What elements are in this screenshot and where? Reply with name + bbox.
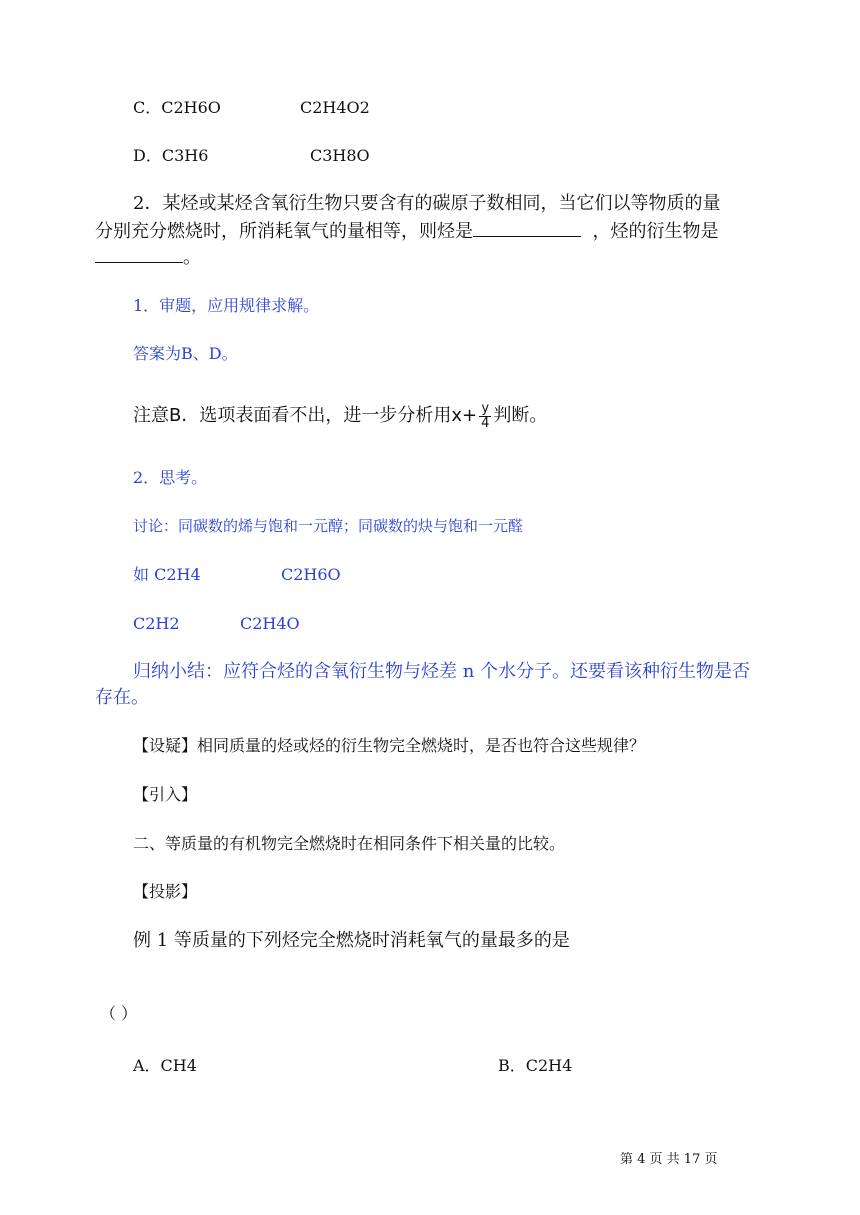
projection-tag: 【投影】 bbox=[133, 882, 198, 901]
fraction-denominator: 4 bbox=[481, 415, 490, 431]
question-2-line2 bbox=[95, 220, 718, 244]
example-1-question: 例 1 等质量的下列烃完全燃烧时消耗氧气的量最多的是 bbox=[133, 930, 570, 951]
note-prefix: 注意B．选项表面看不出，进一步分析用 bbox=[133, 405, 452, 426]
fraction-y-over-4 bbox=[479, 402, 491, 431]
summary-line1: 归纳小结：应符合烃的含氧衍生物与烃差 n 个水分子。还要看该种衍生物是否 bbox=[133, 661, 751, 682]
option-c-label: C．C2H6O bbox=[133, 98, 221, 117]
option-a: A．CH4 bbox=[133, 1056, 197, 1075]
question-2-line3 bbox=[95, 246, 201, 270]
answer-1-result: 答案为B、D。 bbox=[133, 344, 238, 363]
question-2-line2-text-b: ，烃的衍生物是 bbox=[592, 221, 719, 242]
note-suffix: 判断。 bbox=[493, 405, 548, 426]
question-2-line3-end: 。 bbox=[183, 247, 201, 268]
example-pair-2-b: C2H4O bbox=[240, 614, 300, 633]
answer-1-heading: 1．审题，应用规律求解。 bbox=[133, 296, 320, 315]
intro-tag: 【引入】 bbox=[133, 785, 198, 804]
answer-blank-hydrocarbon bbox=[473, 222, 581, 237]
option-d-label: D．C3H6 bbox=[133, 146, 209, 165]
discussion-text: 讨论：同碳数的烯与饱和一元醇；同碳数的炔与饱和一元醛 bbox=[133, 517, 524, 535]
option-d-second: C3H8O bbox=[310, 146, 370, 165]
answer-2-heading: 2．思考。 bbox=[133, 468, 208, 487]
note-x: x bbox=[451, 405, 463, 426]
example-pair-2-a: C2H2 bbox=[133, 614, 180, 633]
answer-blank-derivative bbox=[95, 248, 183, 263]
section-2-heading: 二、等质量的有机物完全燃烧时在相同条件下相关量的比较。 bbox=[133, 834, 566, 853]
page-footer: 第 4 页 共 17 页 bbox=[620, 1152, 718, 1167]
option-c-second: C2H4O2 bbox=[300, 98, 370, 117]
example-pair-1-b: C2H6O bbox=[281, 565, 341, 584]
question-2-line2-text-a: 分别充分燃烧时，所消耗氧气的量相等，则烃是 bbox=[95, 221, 473, 242]
doubt-text: 【设疑】相同质量的烃或烃的衍生物完全燃烧时，是否也符合这些规律？ bbox=[133, 736, 646, 755]
example-pair-1-a: 如 C2H4 bbox=[133, 565, 201, 584]
question-2-line1: 2．某烃或某烃含氧衍生物只要含有的碳原子数相同，当它们以等物质的量 bbox=[133, 193, 721, 214]
note-plus: + bbox=[462, 405, 478, 426]
fraction-numerator: y bbox=[479, 402, 491, 417]
summary-line2: 存在。 bbox=[95, 687, 149, 708]
option-b: B．C2H4 bbox=[498, 1056, 573, 1075]
answer-parentheses: （ ） bbox=[100, 1004, 138, 1023]
note-line bbox=[133, 398, 547, 434]
